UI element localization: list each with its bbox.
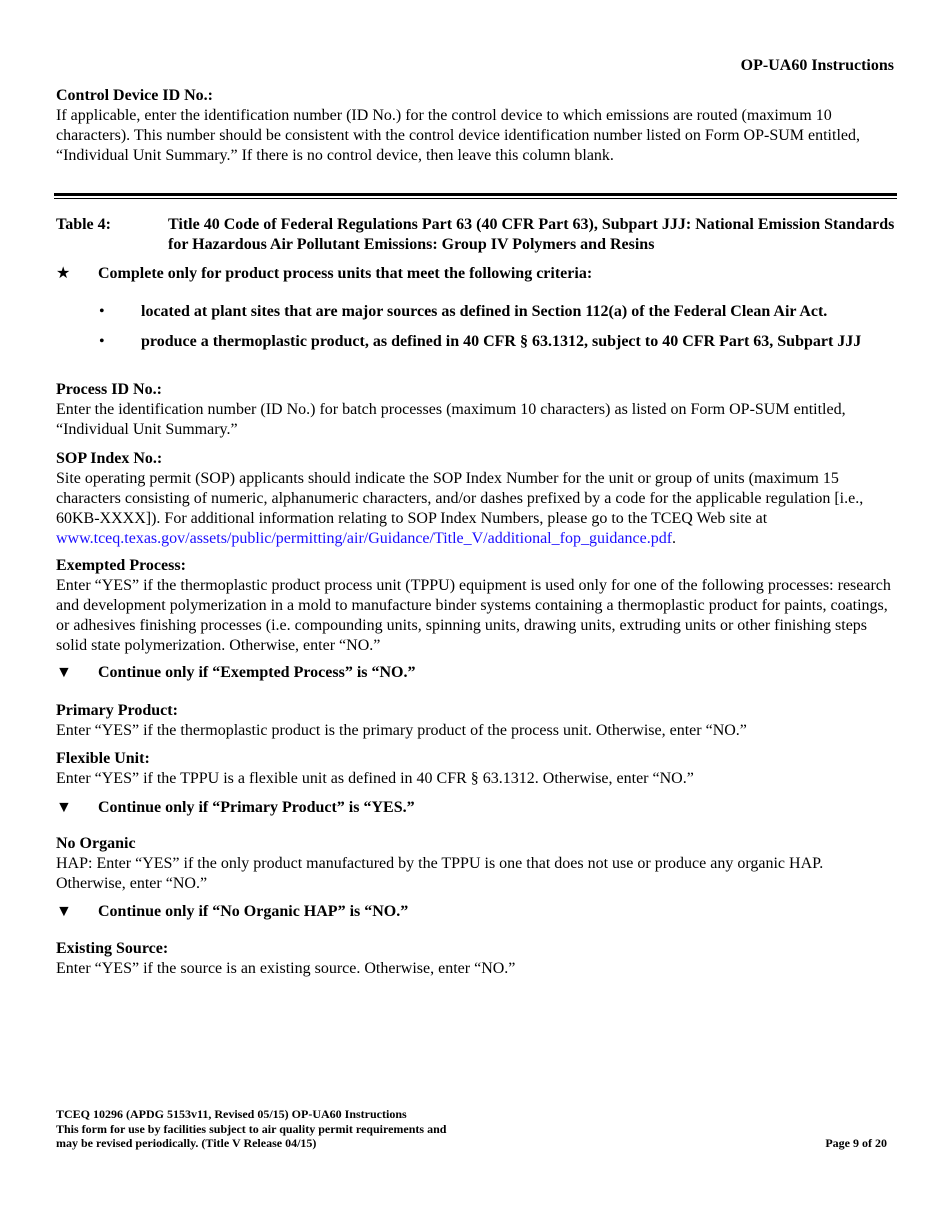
control-device-heading: Control Device ID No.: [56,87,214,104]
exempted-process-section [56,556,896,656]
continue-instruction-1: Continue only if “Exempted Process” is “NO.” [98,664,416,681]
section-divider-thin [54,198,897,199]
primary-product-heading: Primary Product: [56,702,178,719]
criteria-heading: Complete only for product process units that meet the following criteria: [98,265,593,282]
criteria-bullet-1: located at plant sites that are major sources as defined in Section 112(a) of the Federal Clean Air Act. [141,303,828,320]
page-header-title: OP-UA60 Instructions [740,57,894,74]
section-divider-thick [54,193,897,196]
process-id-heading: Process ID No.: [56,381,162,398]
process-id-section [56,380,896,440]
control-device-body: If applicable, enter the identification number (ID No.) for the control device to which emissions are routed (maximum 10 characters). This number should be consistent with the control device identification number listed on Form OP-SUM entitled, “Individual Unit Summary.” If there is no control device, then leave this column blank. [56,107,860,164]
sop-index-heading: SOP Index No.: [56,450,163,467]
footer-line-1: TCEQ 10296 (APDG 5153v11, Revised 05/15) OP-UA60 Instructions [56,1107,407,1121]
bullet-icon: • [99,303,105,320]
exempted-process-body: Enter “YES” if the thermoplastic product process unit (TPPU) equipment is used only for one of the following processes: research and development polymerization in a mold to manufacture binder systems containing a thermoplastic product for paints, coatings, or adhesives finishing processes (i.e. compounding units, spinning units, drawing units, extruding units or other finishing steps solid state polymerization. Otherwise, enter “NO.” [56,577,891,654]
no-organic-heading: No Organic [56,835,136,852]
criteria-bullet-2: produce a thermoplastic product, as defined in 40 CFR § 63.1312, subject to 40 CFR Part 63, Subpart JJJ [141,333,862,350]
sop-index-body-wrap [56,469,896,549]
existing-source-section [56,939,896,979]
bullet-icon: • [99,333,105,350]
triangle-down-icon: ▼ [56,903,72,920]
page-number: Page 9 of 20 [825,1136,887,1150]
footer-line-2: This form for use by facilities subject to air quality permit requirements and [56,1121,447,1136]
process-id-body: Enter the identification number (ID No.) for batch processes (maximum 10 characters) as listed on Form OP-SUM entitled, “Individual Unit Summary.” [56,401,846,438]
control-device-section [56,86,896,166]
continue-instruction-3: Continue only if “No Organic HAP” is “NO.” [98,903,409,920]
no-organic-section [56,834,896,894]
sop-index-section [56,449,896,549]
flexible-unit-heading: Flexible Unit: [56,750,150,767]
sop-index-body: Site operating permit (SOP) applicants should indicate the SOP Index Number for the unit or group of units (maximum 15 characters consisting of numeric, alphanumeric characters, and/or dashes prefixed by a code for the applicable regulation [i.e., 60KB-XXXX]). For additional information relating to SOP Index Numbers, please go to the TCEQ Web site at [56,470,864,527]
star-icon: ★ [56,265,71,282]
continue-instruction-2: Continue only if “Primary Product” is “YES.” [98,799,415,816]
exempted-process-heading: Exempted Process: [56,557,186,574]
existing-source-body: Enter “YES” if the source is an existing source. Otherwise, enter “NO.” [56,960,516,977]
primary-product-section [56,701,896,741]
table4-title: Title 40 Code of Federal Regulations Part 63 (40 CFR Part 63), Subpart JJJ: National Emission Standards for Hazardous Air Pollutant Emissions: Group IV Polymers and Resins [168,216,895,253]
fop-guidance-link[interactable]: www.tceq.texas.gov/assets/public/permitting/air/Guidance/Title_V/additional_fop_guidance.pdf [56,530,673,547]
table4-label: Table 4: [56,216,111,233]
footer-form-info [56,1107,446,1151]
sop-index-period: . [672,530,677,547]
flexible-unit-section [56,749,896,789]
triangle-down-icon: ▼ [56,664,72,681]
primary-product-body: Enter “YES” if the thermoplastic product is the primary product of the process unit. Otherwise, enter “NO.” [56,722,747,739]
flexible-unit-body: Enter “YES” if the TPPU is a flexible unit as defined in 40 CFR § 63.1312. Otherwise, enter “NO.” [56,770,694,787]
no-organic-body: HAP: Enter “YES” if the only product manufactured by the TPPU is one that does not use or produce any organic HAP. Otherwise, enter “NO.” [56,855,824,892]
existing-source-heading: Existing Source: [56,940,169,957]
triangle-down-icon: ▼ [56,799,72,816]
footer-line-3: may be revised periodically. (Title V Release 04/15) [56,1136,317,1150]
